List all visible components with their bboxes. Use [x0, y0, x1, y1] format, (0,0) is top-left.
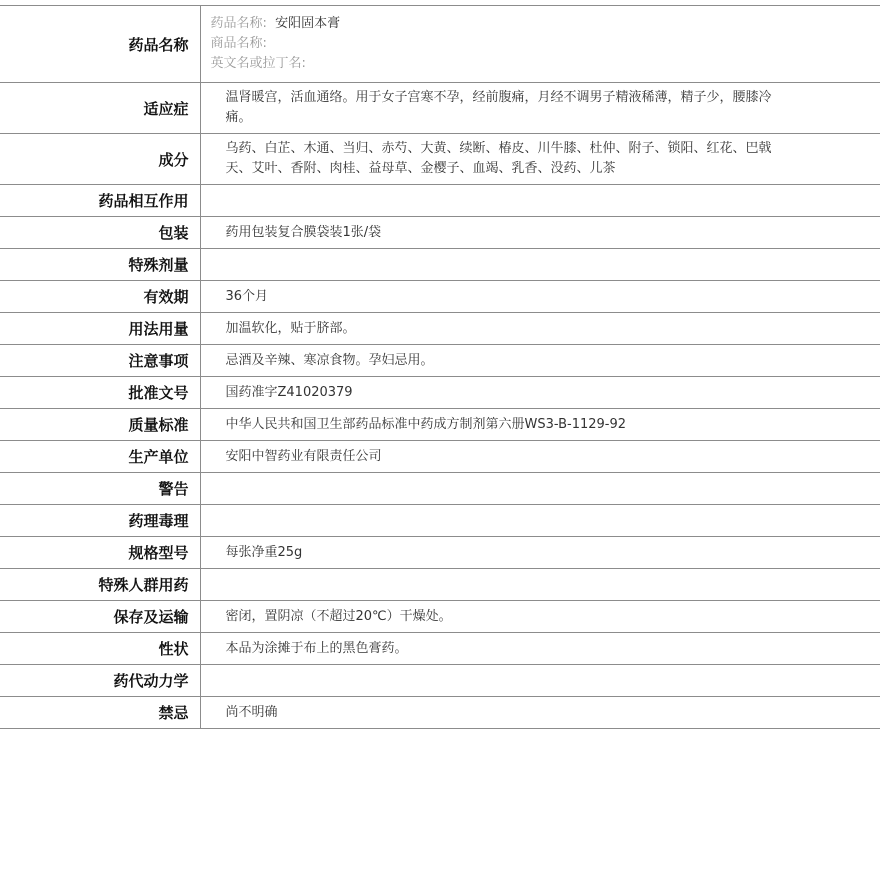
- table-row: [0, 281, 880, 313]
- row-value: [200, 505, 880, 537]
- row-value: 乌药、白芷、木通、当归、赤芍、大黄、续断、椿皮、川牛膝、杜仲、附子、锁阳、红花、巴戟天、艾叶、香附、肉桂、益母草、金樱子、血竭、乳香、没药、儿茶: [200, 134, 880, 185]
- row-value: 安阳中智药业有限责任公司: [200, 441, 880, 473]
- generic-name-line: [211, 14, 880, 34]
- table-row: [0, 409, 880, 441]
- row-label: 有效期: [0, 281, 200, 313]
- table-row: [0, 313, 880, 345]
- row-value: 中华人民共和国卫生部药品标准中药成方制剂第六册WS3-B-1129-92: [200, 409, 880, 441]
- row-label: 用法用量: [0, 313, 200, 345]
- table-row: [0, 665, 880, 697]
- table-row: [0, 441, 880, 473]
- row-label: 药品相互作用: [0, 185, 200, 217]
- row-label: 警告: [0, 473, 200, 505]
- table-row: [0, 601, 880, 633]
- row-value: [200, 185, 880, 217]
- table-row-name: [0, 6, 880, 83]
- table-row: [0, 345, 880, 377]
- table-row: [0, 697, 880, 729]
- row-value: 每张净重25g: [200, 537, 880, 569]
- row-label: 药理毒理: [0, 505, 200, 537]
- row-label: 保存及运输: [0, 601, 200, 633]
- row-label: 禁忌: [0, 697, 200, 729]
- row-value: [200, 569, 880, 601]
- row-value: 温肾暖宫，活血通络。用于女子宫寒不孕，经前腹痛，月经不调男子精液稀薄，精子少，腰膝冷痛。: [200, 83, 880, 134]
- row-value: 36个月: [200, 281, 880, 313]
- drug-info-table: [0, 5, 880, 729]
- table-row: [0, 249, 880, 281]
- row-label: 成分: [0, 134, 200, 185]
- table-row: [0, 377, 880, 409]
- table-row: [0, 473, 880, 505]
- table-row: [0, 633, 880, 665]
- generic-name-value: 安阳固本膏: [275, 16, 341, 31]
- row-value: 加温软化，贴于脐部。: [200, 313, 880, 345]
- generic-name-prefix: 药品名称:: [210, 16, 267, 31]
- row-value: [200, 249, 880, 281]
- row-label: 药品名称: [0, 6, 200, 83]
- row-label: 特殊人群用药: [0, 569, 200, 601]
- row-value: [200, 473, 880, 505]
- table-row: [0, 217, 880, 249]
- trade-name-line: 商品名称:: [210, 36, 267, 51]
- row-value: 药用包装复合膜袋装1张/袋: [200, 217, 880, 249]
- name-cell: [200, 6, 880, 83]
- row-value: 国药准字Z41020379: [200, 377, 880, 409]
- row-label: 质量标准: [0, 409, 200, 441]
- table-row: [0, 185, 880, 217]
- table-row: [0, 134, 880, 185]
- table-row: [0, 505, 880, 537]
- row-label: 性状: [0, 633, 200, 665]
- row-label: 特殊剂量: [0, 249, 200, 281]
- row-label: 药代动力学: [0, 665, 200, 697]
- row-value: 密闭，置阴凉（不超过20℃）干燥处。: [200, 601, 880, 633]
- row-label: 适应症: [0, 83, 200, 134]
- row-value: 尚不明确: [200, 697, 880, 729]
- table-row: [0, 537, 880, 569]
- table-row: [0, 83, 880, 134]
- table-row: [0, 569, 880, 601]
- row-label: 生产单位: [0, 441, 200, 473]
- row-label: 注意事项: [0, 345, 200, 377]
- row-value: 忌酒及辛辣、寒凉食物。孕妇忌用。: [200, 345, 880, 377]
- row-label: 包装: [0, 217, 200, 249]
- row-label: 批准文号: [0, 377, 200, 409]
- row-value: [200, 665, 880, 697]
- row-value: 本品为涂摊于布上的黑色膏药。: [200, 633, 880, 665]
- latin-name-line: 英文名或拉丁名:: [210, 56, 306, 71]
- row-label: 规格型号: [0, 537, 200, 569]
